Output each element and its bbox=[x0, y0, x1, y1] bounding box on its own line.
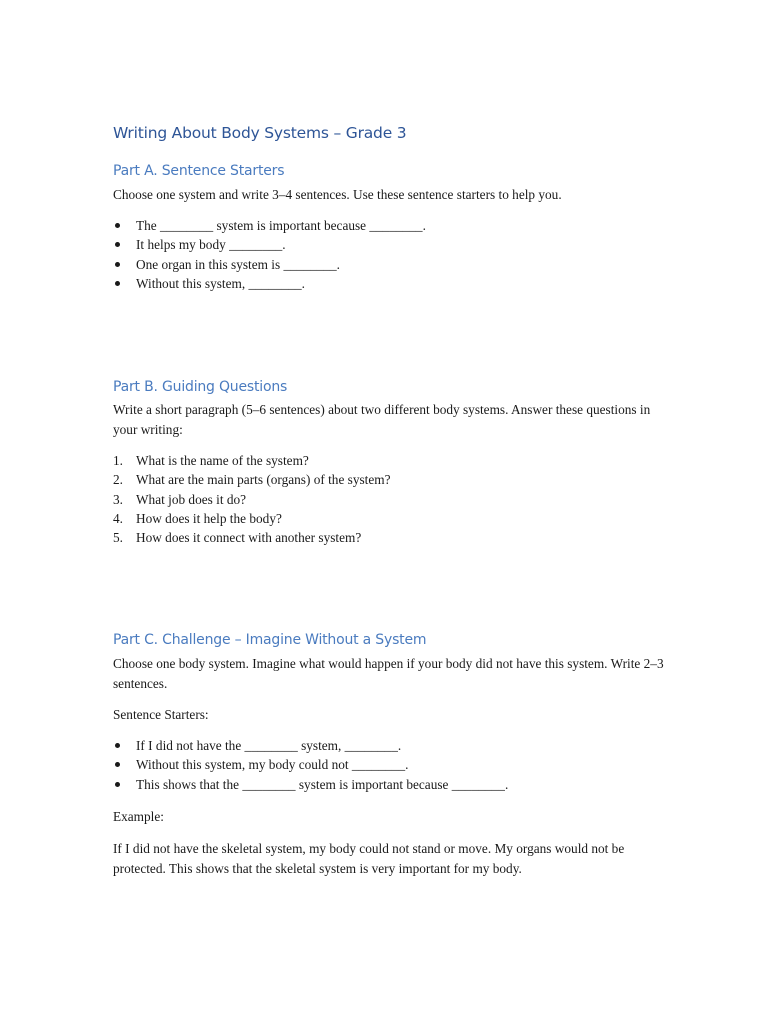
list-item: Without this system, ________. bbox=[113, 274, 426, 293]
list-item bbox=[113, 451, 391, 470]
question-text: What are the main parts (organs) of the system? bbox=[136, 472, 391, 488]
list-item bbox=[113, 509, 391, 528]
question-text: How does it connect with another system? bbox=[136, 530, 362, 546]
list-number: 1. bbox=[113, 453, 123, 468]
list-number: 5. bbox=[113, 530, 123, 546]
part-c-instructions: Choose one body system. Imagine what would happen if your body did not have this system. Write 2–3 sentences. bbox=[113, 656, 664, 691]
example-text: If I did not have the skeletal system, my body could not stand or move. My organs would not be protected. This shows that the skeletal system is very important for my body. bbox=[113, 841, 625, 876]
question-text: What job does it do? bbox=[136, 491, 247, 507]
list-item: One organ in this system is ________. bbox=[113, 255, 426, 274]
list-item: If I did not have the ________ system, ________. bbox=[113, 736, 508, 755]
part-b-heading: Part B. Guiding Questions bbox=[113, 379, 288, 395]
part-b-question-list bbox=[113, 451, 391, 547]
list-item: It helps my body ________. bbox=[113, 235, 426, 254]
example-label: Example: bbox=[113, 809, 164, 824]
part-c-heading: Part C. Challenge – Imagine Without a System bbox=[113, 632, 427, 648]
list-item: Without this system, my body could not ________. bbox=[113, 755, 508, 774]
part-c-starter-list bbox=[113, 736, 508, 794]
list-number: 3. bbox=[113, 491, 123, 507]
question-text: What is the name of the system? bbox=[136, 453, 309, 468]
list-item bbox=[113, 528, 391, 547]
list-item bbox=[113, 490, 391, 509]
list-item: This shows that the ________ system is important because ________. bbox=[113, 775, 508, 794]
sentence-starters-label: Sentence Starters: bbox=[113, 707, 209, 722]
part-a-heading: Part A. Sentence Starters bbox=[113, 163, 285, 179]
list-item bbox=[113, 470, 391, 489]
part-a-instructions: Choose one system and write 3–4 sentences. Use these sentence starters to help you. bbox=[113, 187, 562, 202]
question-text: How does it help the body? bbox=[136, 510, 282, 526]
document-title: Writing About Body Systems – Grade 3 bbox=[113, 124, 407, 142]
list-number: 4. bbox=[113, 510, 123, 526]
part-b-instructions: Write a short paragraph (5–6 sentences) about two different body systems. Answer these questions in your writing: bbox=[113, 402, 651, 437]
list-number: 2. bbox=[113, 472, 123, 488]
list-item: The ________ system is important because ________. bbox=[113, 216, 426, 235]
part-a-starter-list bbox=[113, 216, 426, 293]
